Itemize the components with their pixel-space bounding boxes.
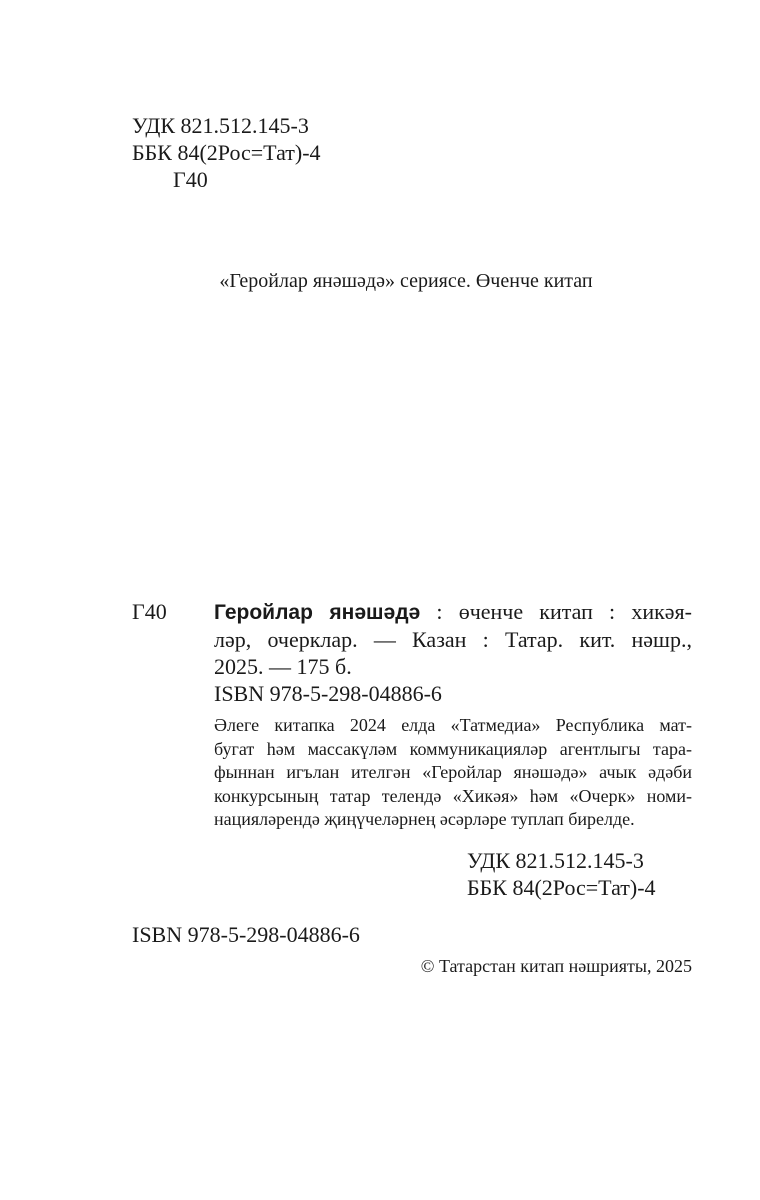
series-line: «Геройлар янәшәдә» сериясе. Өченче китап [219,270,593,292]
bottom-classification-codes [467,847,656,901]
copyright-notice: © Татарстан китап нәшрияты, 2025 [420,956,692,976]
bbk-code-bottom: ББК 84(2Рос=Тат)-4 [467,875,656,900]
catalog-author-mark: Г40 [132,599,167,624]
annotation-line-5: нацияләрендә җиңүчеләрнең әсәрләре туплап бирелде. [214,809,635,829]
book-title: Геройлар янәшәдә [214,601,421,624]
catalog-isbn: ISBN 978-5-298-04886-6 [214,681,442,706]
catalog-line-2: ләр, очерклар. — Казан : Татар. кит. нәшр., [214,627,692,652]
catalog-entry [214,598,692,707]
udk-code-bottom: УДК 821.512.145-3 [467,848,644,873]
catalog-line-3: 2025. — 175 б. [214,654,352,679]
annotation-line-4: конкурсының татар телендә «Хикәя» һәм «Очерк» номи- [214,785,692,806]
catalog-line-1 [214,598,692,626]
udk-code: УДК 821.512.145-3 [132,113,309,138]
annotation-line-1: Әлеге китапка 2024 елда «Татмедиа» Республика мат- [214,715,692,735]
catalog-line-1-rest: : өченче китап : хикәя- [420,599,693,624]
author-mark: Г40 [173,167,208,192]
top-classification-codes [132,112,321,193]
isbn: ISBN 978-5-298-04886-6 [132,922,360,947]
annotation-line-2: бугат һәм массакүләм коммуникацияләр агентлыгы тара- [214,738,692,759]
annotation [214,714,692,832]
annotation-line-3: фыннан игълан ителгән «Геройлар янәшәдә» ачык әдәби [214,762,692,782]
bbk-code: ББК 84(2Рос=Тат)-4 [132,140,321,165]
